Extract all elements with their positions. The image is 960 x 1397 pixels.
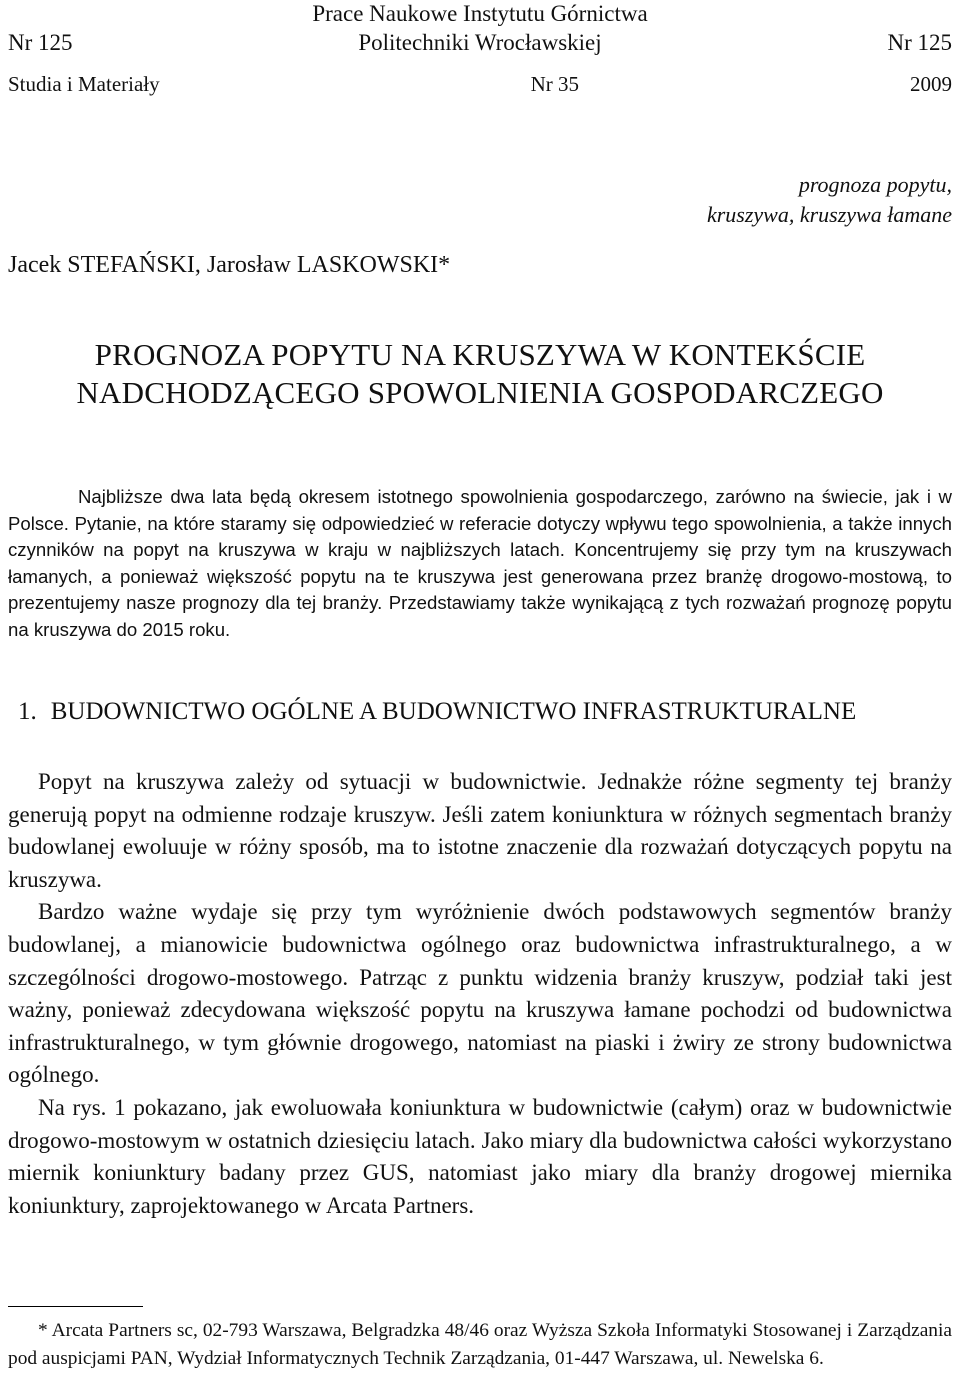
issue-number-right: Nr 125 (887, 30, 952, 55)
authors: Jacek STEFAŃSKI, Jarosław LASKOWSKI* (8, 252, 451, 278)
abstract: Najbliższe dwa lata będą okresem istotnego spowolnienia gospodarczego, zarówno na świecie, jak i w Polsce. Pytanie, na które staramy się odpowiedzieć w referacie dotyczy wpływu tego spowolnienia, a także innych czynników na popyt na kruszywa w kraju w najbliższych latach. Koncentrujemy się przy tym na kruszywach łamanych, a ponieważ większość popytu na te kruszywa jest generowana przez branżę drogowo-mostową, to prezentujemy nasze prognozy dla tej branży. Przedstawiamy także wynikającą z tych rozważań prognozę popytu na kruszywa do 2015 roku. (8, 486, 952, 640)
section-heading (8, 696, 952, 728)
footnote-divider (8, 1306, 143, 1307)
publication-year: 2009 (910, 72, 952, 96)
series-name: Studia i Materiały (8, 72, 160, 96)
paragraph-1: Popyt na kruszywa zależy od sytuacji w budownictwie. Jednakże różne segmenty tej branży generują popyt na odmienne rodzaje kruszyw. Jeśli zatem koniunktura w różnych segmentach branży budowlanej ewoluuje w różny sposób, ma to istotne znaczenie dla rozważań dotyczących popytu na kruszywa. (8, 769, 952, 892)
institute-name: Prace Naukowe Instytutu Górnictwa (312, 1, 648, 26)
paragraph-2: Bardzo ważne wydaje się przy tym wyróżnienie dwóch podstawowych segmentów branży budowlanej, a mianowicie budownictwa ogólnego oraz budownictwa infrastrukturalnego, a w szczególności drogowo-mostowego. Patrząc z punktu widzenia branży kruszyw, podział taki jest ważny, ponieważ zdecydowana większość popytu na kruszywa łamane pochodzi od budownictwa infrastrukturalnego, w tym głównie drogowego, natomiast na piaski i żwiry ze strony budownictwa ogólnego. (8, 899, 952, 1088)
section-title: BUDOWNICTWO OGÓLNE A BUDOWNICTWO INFRASTRUKTURALNE (50, 698, 857, 725)
issue-number-left: Nr 125 (8, 30, 73, 55)
paper-title (0, 336, 960, 412)
journal-header-institute (8, 0, 952, 28)
journal-header-university-row (8, 29, 952, 57)
footnote: * Arcata Partners sc, 02-793 Warszawa, Belgradzka 48/46 oraz Wyższa Szkoła Informatyki Stosowanej i Zarządzania pod auspicjami PAN, Wydział Informatycznych Technik Zarządzania, 01-447 Warszawa, ul. Newelska 6. (8, 1320, 952, 1369)
paper-title-line-1: PROGNOZA POPYTU NA KRUSZYWA W KONTEKŚCIE (94, 337, 866, 372)
series-number: Nr 35 (530, 72, 580, 96)
keywords-line-2: kruszywa, kruszywa łamane (706, 202, 952, 227)
section-number: 1. (18, 698, 37, 725)
body-text (8, 766, 952, 1222)
journal-series-row (8, 70, 952, 98)
keywords (707, 170, 952, 230)
paragraph-3: Na rys. 1 pokazano, jak ewoluowała koniunktura w budownictwie (całym) oraz w budownictwie drogowo-mostowym w ostatnich dziesięciu latach. Jako miary dla budownictwa całości wykorzystano miernik koniunktury badany przez GUS, natomiast jako miary dla branży drogowej miernika koniunktury, zaprojektowanego w Arcata Partners. (8, 1094, 952, 1218)
paper-title-line-2: NADCHODZĄCEGO SPOWOLNIENIA GOSPODARCZEGO (76, 375, 884, 410)
university-name: Politechniki Wrocławskiej (358, 30, 602, 55)
keywords-line-1: prognoza popytu, (798, 172, 952, 197)
